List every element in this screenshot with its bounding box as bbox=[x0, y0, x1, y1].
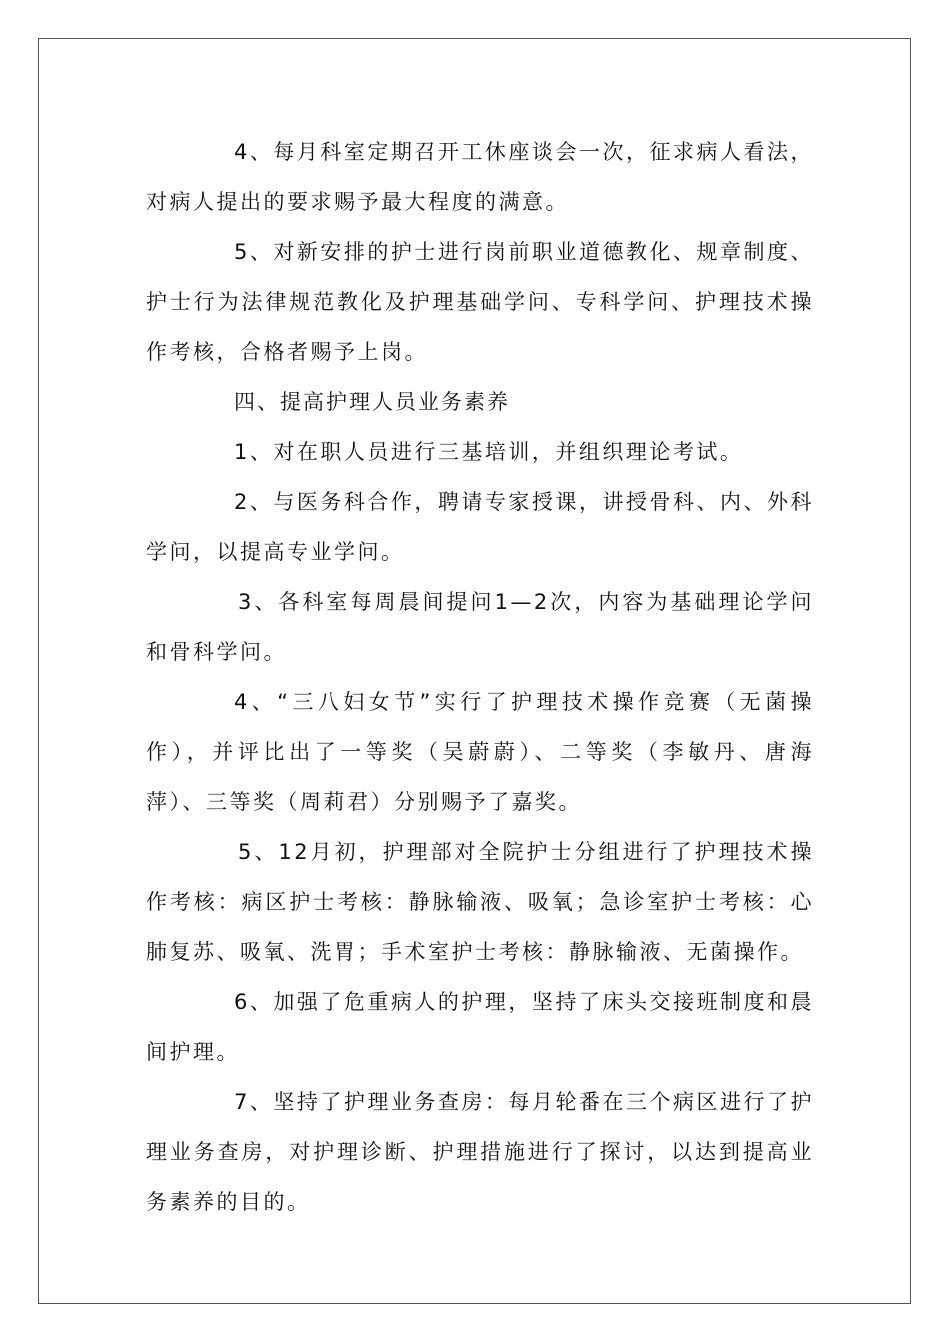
paragraph-item-5-new-nurse-training: 5、对新安排的护士进行岗前职业道德教化、规章制度、护士行为法律规范教化及护理基础学问、专科学问、护理技术操作考核，合格者赐予上岗。 bbox=[146, 240, 814, 364]
paragraph-item-5-assessment: 5、12月初，护理部对全院护士分组进行了护理技术操作考核：病区护士考核：静脉输液、吸氧；急诊室护士考核：心肺复苏、吸氧、洗胃；手术室护士考核：静脉输液、无菌操作。 bbox=[146, 840, 814, 964]
paragraph-item-4-competition: 4、“三八妇女节”实行了护理技术操作竞赛（无菌操作），并评比出了一等奖（吴蔚蔚）、二等奖（李敏丹、唐海萍）、三等奖（周莉君）分别赐予了嘉奖。 bbox=[146, 690, 814, 814]
paragraph-item-2-lectures: 2、与医务科合作，聘请专家授课，讲授骨科、内、外科学问，以提高专业学问。 bbox=[146, 490, 814, 564]
paragraph-item-7-ward-rounds: 7、坚持了护理业务查房：每月轮番在三个病区进行了护理业务查房，对护理诊断、护理措施进行了探讨，以达到提高业务素养的目的。 bbox=[146, 1090, 814, 1214]
paragraph-item-1-training: 1、对在职人员进行三基培训，并组织理论考试。 bbox=[234, 440, 744, 464]
document-body bbox=[146, 127, 814, 1227]
section-heading-4: 四、提高护理人员业务素养 bbox=[234, 390, 510, 414]
paragraph-item-6-critical-care: 6、加强了危重病人的护理，坚持了床头交接班制度和晨间护理。 bbox=[146, 990, 814, 1064]
paragraph-item-4-symposium: 4、每月科室定期召开工休座谈会一次，征求病人看法，对病人提出的要求赐予最大程度的满意。 bbox=[146, 140, 814, 214]
paragraph-item-3-morning-questions: 3、各科室每周晨间提问1—2次，内容为基础理论学问和骨科学问。 bbox=[146, 590, 814, 664]
